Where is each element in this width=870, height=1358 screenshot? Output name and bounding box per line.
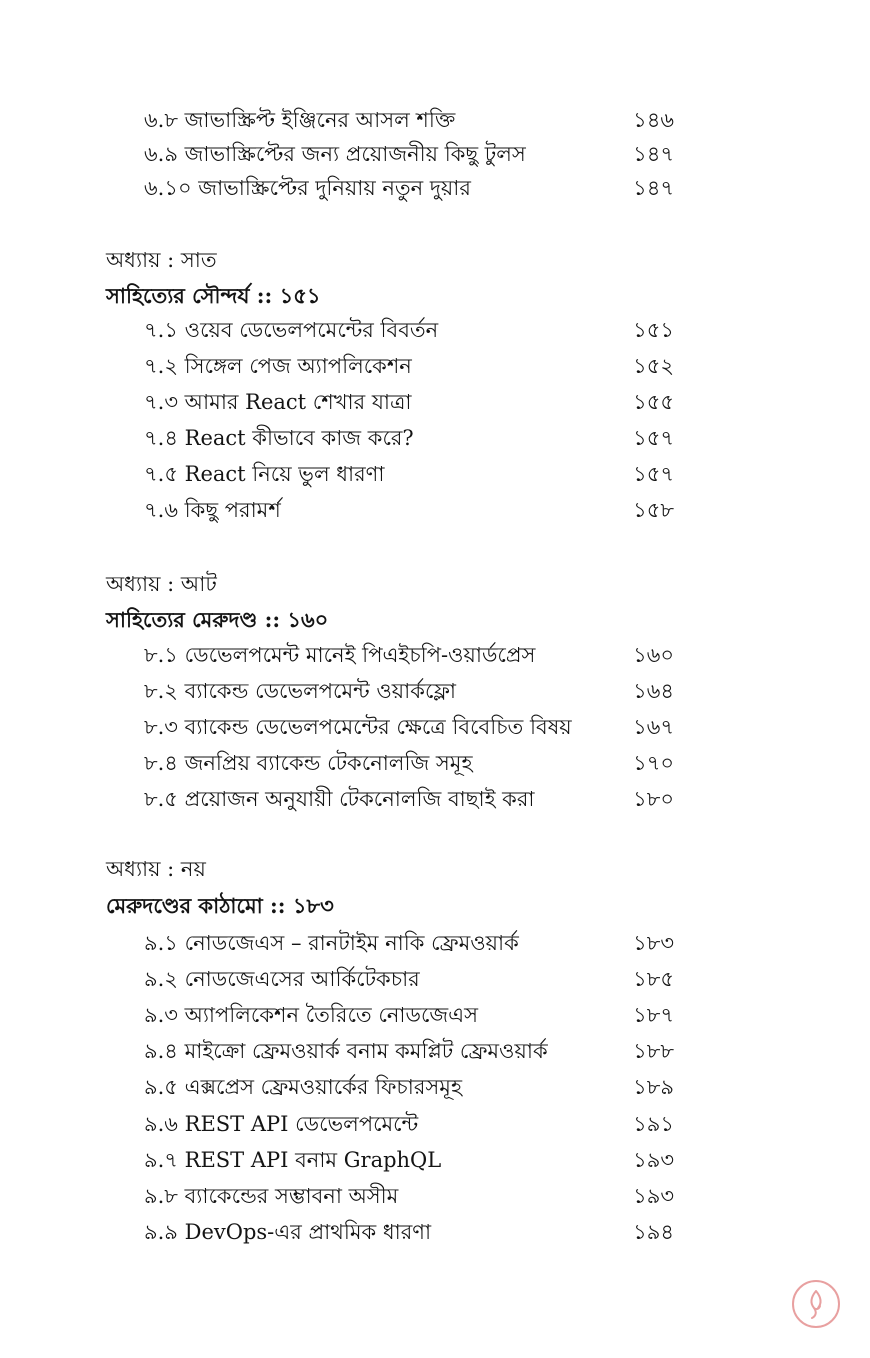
toc-entry-page: ১৯১ — [633, 1111, 674, 1136]
toc-entry — [144, 1108, 674, 1142]
toc-entry-title: ৬.৮ জাভাস্ক্রিপ্ট ইঞ্জিনের আসল শক্তি — [144, 107, 456, 132]
toc-entry-page: ১৮০ — [633, 786, 674, 811]
toc-entry — [144, 314, 674, 348]
toc-entry-page: ১৯৩ — [633, 1147, 674, 1172]
logo-ring — [793, 1281, 839, 1327]
toc-entry-page: ১৬৭ — [633, 714, 674, 739]
toc-entry — [144, 172, 674, 206]
toc-entry-title: ৯.৩ অ্যাপলিকেশন তৈরিতে নোডজেএস — [144, 1002, 479, 1027]
toc-entry — [144, 1035, 674, 1069]
toc-entry — [144, 711, 674, 745]
toc-entry-page: ১৯৪ — [633, 1219, 674, 1244]
toc-entry-page: ১৪৬ — [633, 107, 674, 132]
toc-entry-page: ১৫৭ — [633, 425, 674, 450]
chapter-title: সাহিত্যের মেরুদণ্ড :: ১৬০ — [106, 607, 329, 632]
toc-entry — [144, 422, 674, 456]
toc-entry-title: ৯.২ নোডজেএসের আর্কিটেকচার — [144, 966, 420, 991]
toc-entry — [144, 747, 674, 781]
toc-entry-page: ১৫২ — [633, 353, 674, 378]
toc-entry-title: ৬.৯ জাভাস্ক্রিপ্টের জন্য প্রয়োজনীয় কিছু টুলস — [144, 141, 526, 166]
toc-entry-title: ৮.৫ প্রয়োজন অনুযায়ী টেকনোলজি বাছাই করা — [144, 786, 535, 811]
toc-entry-page: ১৬০ — [633, 642, 674, 667]
logo-quill — [812, 1291, 821, 1318]
toc-entry-title: ৭.৩ আমার React শেখার যাত্রা — [144, 389, 412, 414]
toc-entry-page: ১৫১ — [633, 317, 674, 342]
toc-entry-title: ৯.১ নোডজেএস – রানটাইম নাকি ফ্রেমওয়ার্ক — [144, 930, 519, 955]
toc-entry-title: ৯.৪ মাইক্রো ফ্রেমওয়ার্ক বনাম কমপ্লিট ফ্রেমওয়ার্ক — [144, 1038, 548, 1063]
toc-entry — [144, 1144, 674, 1178]
toc-entry-title: ৭.৫ React নিয়ে ভুল ধারণা — [144, 461, 385, 486]
toc-entry-page: ১৮৫ — [633, 966, 674, 991]
toc-entry-title: ৭.২ সিঙ্গেল পেজ অ্যাপলিকেশন — [144, 353, 412, 378]
chapter-label: অধ্যায় : আট — [106, 572, 217, 596]
toc-entry-page: ১৪৭ — [633, 175, 674, 200]
toc-entry-page: ১৮৩ — [633, 930, 674, 955]
toc-entry-page: ১৮৭ — [633, 1002, 674, 1027]
chapter-label: অধ্যায় : সাত — [106, 248, 217, 272]
toc-entry-page: ১৫৭ — [633, 461, 674, 486]
toc-entry-title: ৮.৪ জনপ্রিয় ব্যাকেন্ড টেকনোলজি সমূহ — [144, 750, 473, 775]
toc-entry-page: ১৫৫ — [633, 389, 674, 414]
toc-entry-title: ৯.৭ REST API বনাম GraphQL — [144, 1147, 442, 1172]
toc-entry-page: ১৪৭ — [633, 141, 674, 166]
toc-entry — [144, 639, 674, 673]
toc-entry — [144, 138, 674, 172]
toc-entry-title: ৮.৩ ব্যাকেন্ড ডেভেলপমেন্টের ক্ষেত্রে বিবেচিত বিষয় — [144, 714, 572, 739]
toc-entry — [144, 999, 674, 1033]
toc-entry — [144, 458, 674, 492]
toc-entry-title: ৬.১০ জাভাস্ক্রিপ্টের দুনিয়ায় নতুন দুয়ার — [144, 175, 471, 200]
toc-entry — [144, 1071, 674, 1105]
toc-entry — [144, 350, 674, 384]
toc-entry — [144, 927, 674, 961]
toc-entry-page: ১৯৩ — [633, 1183, 674, 1208]
toc-entry — [144, 963, 674, 997]
toc-entry-page: ১৮৯ — [633, 1074, 674, 1099]
chapter-title: সাহিত্যের সৌন্দর্য :: ১৫১ — [106, 283, 321, 308]
toc-entry — [144, 386, 674, 420]
toc-entry — [144, 675, 674, 709]
toc-entry-page: ১৮৮ — [633, 1038, 674, 1063]
toc-entry-page: ১৫৮ — [633, 497, 674, 522]
chapter-title: মেরুদণ্ডের কাঠামো :: ১৮৩ — [106, 893, 334, 918]
chapter-label: অধ্যায় : নয় — [106, 857, 206, 881]
toc-entry-title: ৮.১ ডেভেলপমেন্ট মানেই পিএইচপি-ওয়ার্ডপ্রেস — [144, 642, 536, 667]
toc-entry — [144, 494, 674, 528]
toc-entry — [144, 783, 674, 817]
toc-entry-title: ৯.৫ এক্সপ্রেস ফ্রেমওয়ার্কের ফিচারসমূহ — [144, 1074, 462, 1099]
toc-entry-title: ৯.৮ ব্যাকেন্ডের সম্ভাবনা অসীম — [144, 1183, 399, 1208]
toc-entry-page: ১৬৪ — [633, 678, 674, 703]
toc-entry-title: ৮.২ ব্যাকেন্ড ডেভেলপমেন্ট ওয়ার্কফ্লো — [144, 678, 456, 703]
toc-entry — [144, 1180, 674, 1214]
toc-entry-title: ৯.৬ REST API ডেভেলপমেন্টে — [144, 1111, 419, 1136]
toc-entry-page: ১৭০ — [633, 750, 674, 775]
toc-entry — [144, 104, 674, 138]
toc-entry — [144, 1216, 674, 1250]
toc-entry-title: ৭.১ ওয়েব ডেভেলপমেন্টের বিবর্তন — [144, 317, 439, 342]
toc-entry-title: ৭.৬ কিছু পরামর্শ — [144, 497, 281, 522]
toc-entry-title: ৭.৪ React কীভাবে কাজ করে? — [144, 425, 414, 450]
toc-entry-title: ৯.৯ DevOps-এর প্রাথমিক ধারণা — [144, 1219, 432, 1244]
publisher-logo-icon — [790, 1278, 842, 1330]
